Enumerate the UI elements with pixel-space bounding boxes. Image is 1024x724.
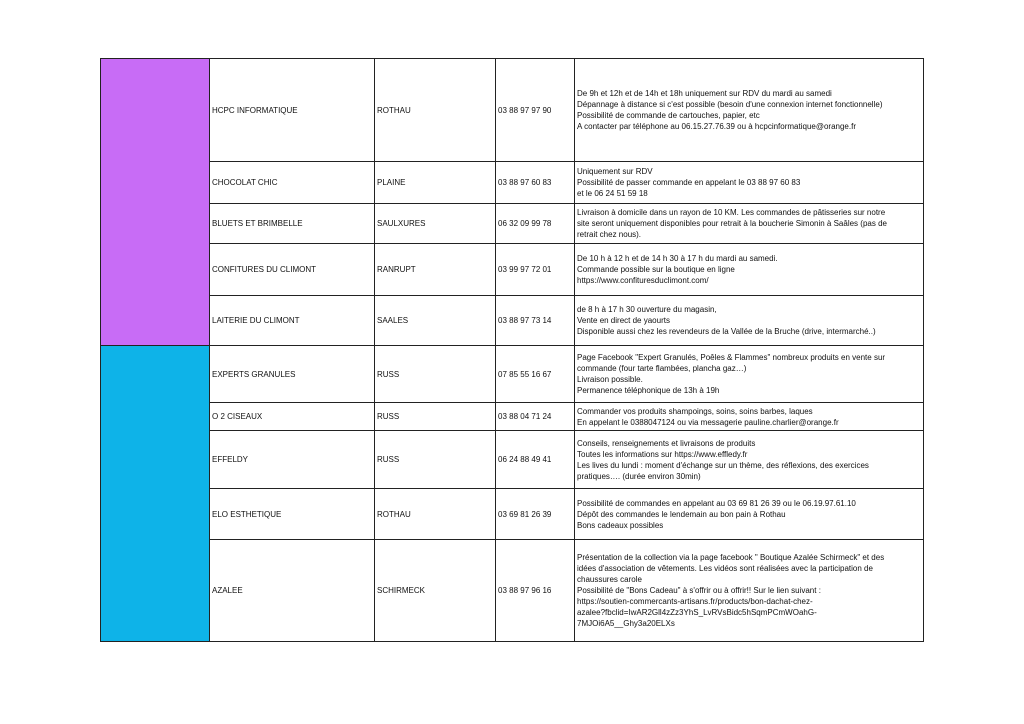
phone-number: 03 88 04 71 24 [496, 403, 575, 431]
town-name: ROTHAU [375, 59, 496, 162]
info-line: A contacter par téléphone au 06.15.27.76.39 ou à hcpcinformatique@orange.fr [577, 122, 856, 131]
info-line: chaussures carole [577, 575, 642, 584]
info-line: Possibilité de commandes en appelant au 03 69 81 26 39 ou le 06.19.97.61.10 [577, 498, 856, 508]
info-line: Vente en direct de yaourts [577, 316, 670, 325]
info-cell [575, 296, 924, 346]
info-line: azalee?fbclid=IwAR2Gll4zZz3YhS_LvRVsBidc5hSqmPCmWOahG- [577, 608, 817, 617]
table-row [101, 59, 924, 162]
business-name: LAITERIE DU CLIMONT [210, 296, 375, 346]
info-line: https://soutien-commercants-artisans.fr/products/bon-dachat-chez- [577, 597, 813, 606]
info-line: Disponible aussi chez les revendeurs de la Vallée de la Bruche (drive, intermarché..) [577, 327, 876, 336]
business-name: O 2 CISEAUX [210, 403, 375, 431]
table-row [101, 489, 924, 540]
info-cell [575, 431, 924, 489]
town-name: SAULXURES [375, 204, 496, 244]
info-cell [575, 540, 924, 642]
info-line: Les lives du lundi : moment d'échange sur un thème, des réflexions, des exercices [577, 460, 869, 470]
info-line: site seront uniquement disponibles pour retrait à la boucherie Simonin à Saâles (pas de [577, 219, 887, 228]
info-line: Commander vos produits shampoings, soins, soins barbes, laques [577, 406, 813, 416]
business-name: BLUETS ET BRIMBELLE [210, 204, 375, 244]
town-name: RUSS [375, 431, 496, 489]
phone-number: 03 99 97 72 01 [496, 244, 575, 296]
table-row [101, 403, 924, 431]
category-color-cell [101, 346, 210, 642]
info-line: Livraison possible. [577, 375, 643, 384]
phone-number: 03 88 97 97 90 [496, 59, 575, 162]
info-line: de 8 h à 17 h 30 ouverture du magasin, [577, 305, 717, 314]
table-body [101, 59, 924, 642]
shops-table [100, 58, 924, 642]
phone-number: 03 88 97 73 14 [496, 296, 575, 346]
info-line: Conseils, renseignements et livraisons de produits [577, 438, 756, 448]
info-line: En appelant le 0388047124 ou via messagerie pauline.charlier@orange.fr [577, 417, 839, 427]
info-line: commande (four tarte flambées, plancha gaz…) [577, 364, 747, 373]
business-name: ELO ESTHETIQUE [210, 489, 375, 540]
business-name: CONFITURES DU CLIMONT [210, 244, 375, 296]
info-line: Uniquement sur RDV [577, 167, 653, 176]
info-line: 7MJOi6A5__Ghy3a20ELXs [577, 619, 675, 628]
info-line: retrait chez nous). [577, 230, 642, 239]
table-row [101, 162, 924, 204]
info-line: idées d'association de vêtements. Les vidéos sont réalisées avec la participation de [577, 564, 873, 573]
town-name: RUSS [375, 346, 496, 403]
info-line: Possibilité de commande de cartouches, papier, etc [577, 111, 760, 120]
phone-number: 06 32 09 99 78 [496, 204, 575, 244]
table-row [101, 431, 924, 489]
info-line: Toutes les informations sur https://www.effledy.fr [577, 449, 748, 459]
info-line: Bons cadeaux possibles [577, 520, 664, 530]
town-name: RUSS [375, 403, 496, 431]
town-name: ROTHAU [375, 489, 496, 540]
info-cell [575, 244, 924, 296]
info-line: Possibilité de passer commande en appelant le 03 88 97 60 83 [577, 178, 801, 187]
business-name: AZALEE [210, 540, 375, 642]
info-line: pratiques…. (durée environ 30min) [577, 471, 701, 481]
info-line: De 9h et 12h et de 14h et 18h uniquement sur RDV du mardi au samedi [577, 89, 832, 98]
business-name: CHOCOLAT CHIC [210, 162, 375, 204]
info-line: https://www.confituresduclimont.com/ [577, 276, 709, 285]
info-cell [575, 403, 924, 431]
town-name: PLAINE [375, 162, 496, 204]
info-line: Présentation de la collection via la page facebook " Boutique Azalée Schirmeck" et des [577, 553, 885, 562]
table-row [101, 204, 924, 244]
table-row [101, 244, 924, 296]
info-cell [575, 59, 924, 162]
info-cell [575, 346, 924, 403]
info-line: Dépannage à distance si c'est possible (besoin d'une connexion internet fonctionnelle) [577, 100, 883, 109]
info-line: Dépôt des commandes le lendemain au bon pain à Rothau [577, 509, 786, 519]
table-row [101, 346, 924, 403]
info-line: De 10 h à 12 h et de 14 h 30 à 17 h du mardi au samedi. [577, 254, 778, 263]
info-line: Page Facebook "Expert Granulés, Poêles & Flammes" nombreux produits en vente sur [577, 353, 886, 362]
info-line: Livraison à domicile dans un rayon de 10 KM. Les commandes de pâtisseries sur notre [577, 208, 886, 217]
phone-number: 03 88 97 60 83 [496, 162, 575, 204]
info-line: Possibilité de "Bons Cadeau" à s'offrir ou à offrir!! Sur le lien suivant : [577, 586, 821, 595]
info-line: et le 06 24 51 59 18 [577, 189, 648, 198]
info-line: Commande possible sur la boutique en ligne [577, 265, 735, 274]
business-name: EXPERTS GRANULES [210, 346, 375, 403]
phone-number: 03 88 97 96 16 [496, 540, 575, 642]
town-name: SCHIRMECK [375, 540, 496, 642]
town-name: RANRUPT [375, 244, 496, 296]
info-cell [575, 204, 924, 244]
phone-number: 06 24 88 49 41 [496, 431, 575, 489]
category-color-cell [101, 59, 210, 346]
info-cell [575, 489, 924, 540]
town-name: SAALES [375, 296, 496, 346]
business-name: HCPC INFORMATIQUE [210, 59, 375, 162]
business-name: EFFELDY [210, 431, 375, 489]
info-line: Permanence téléphonique de 13h à 19h [577, 386, 720, 395]
phone-number: 03 69 81 26 39 [496, 489, 575, 540]
table-row [101, 540, 924, 642]
phone-number: 07 85 55 16 67 [496, 346, 575, 403]
table-row [101, 296, 924, 346]
info-cell [575, 162, 924, 204]
